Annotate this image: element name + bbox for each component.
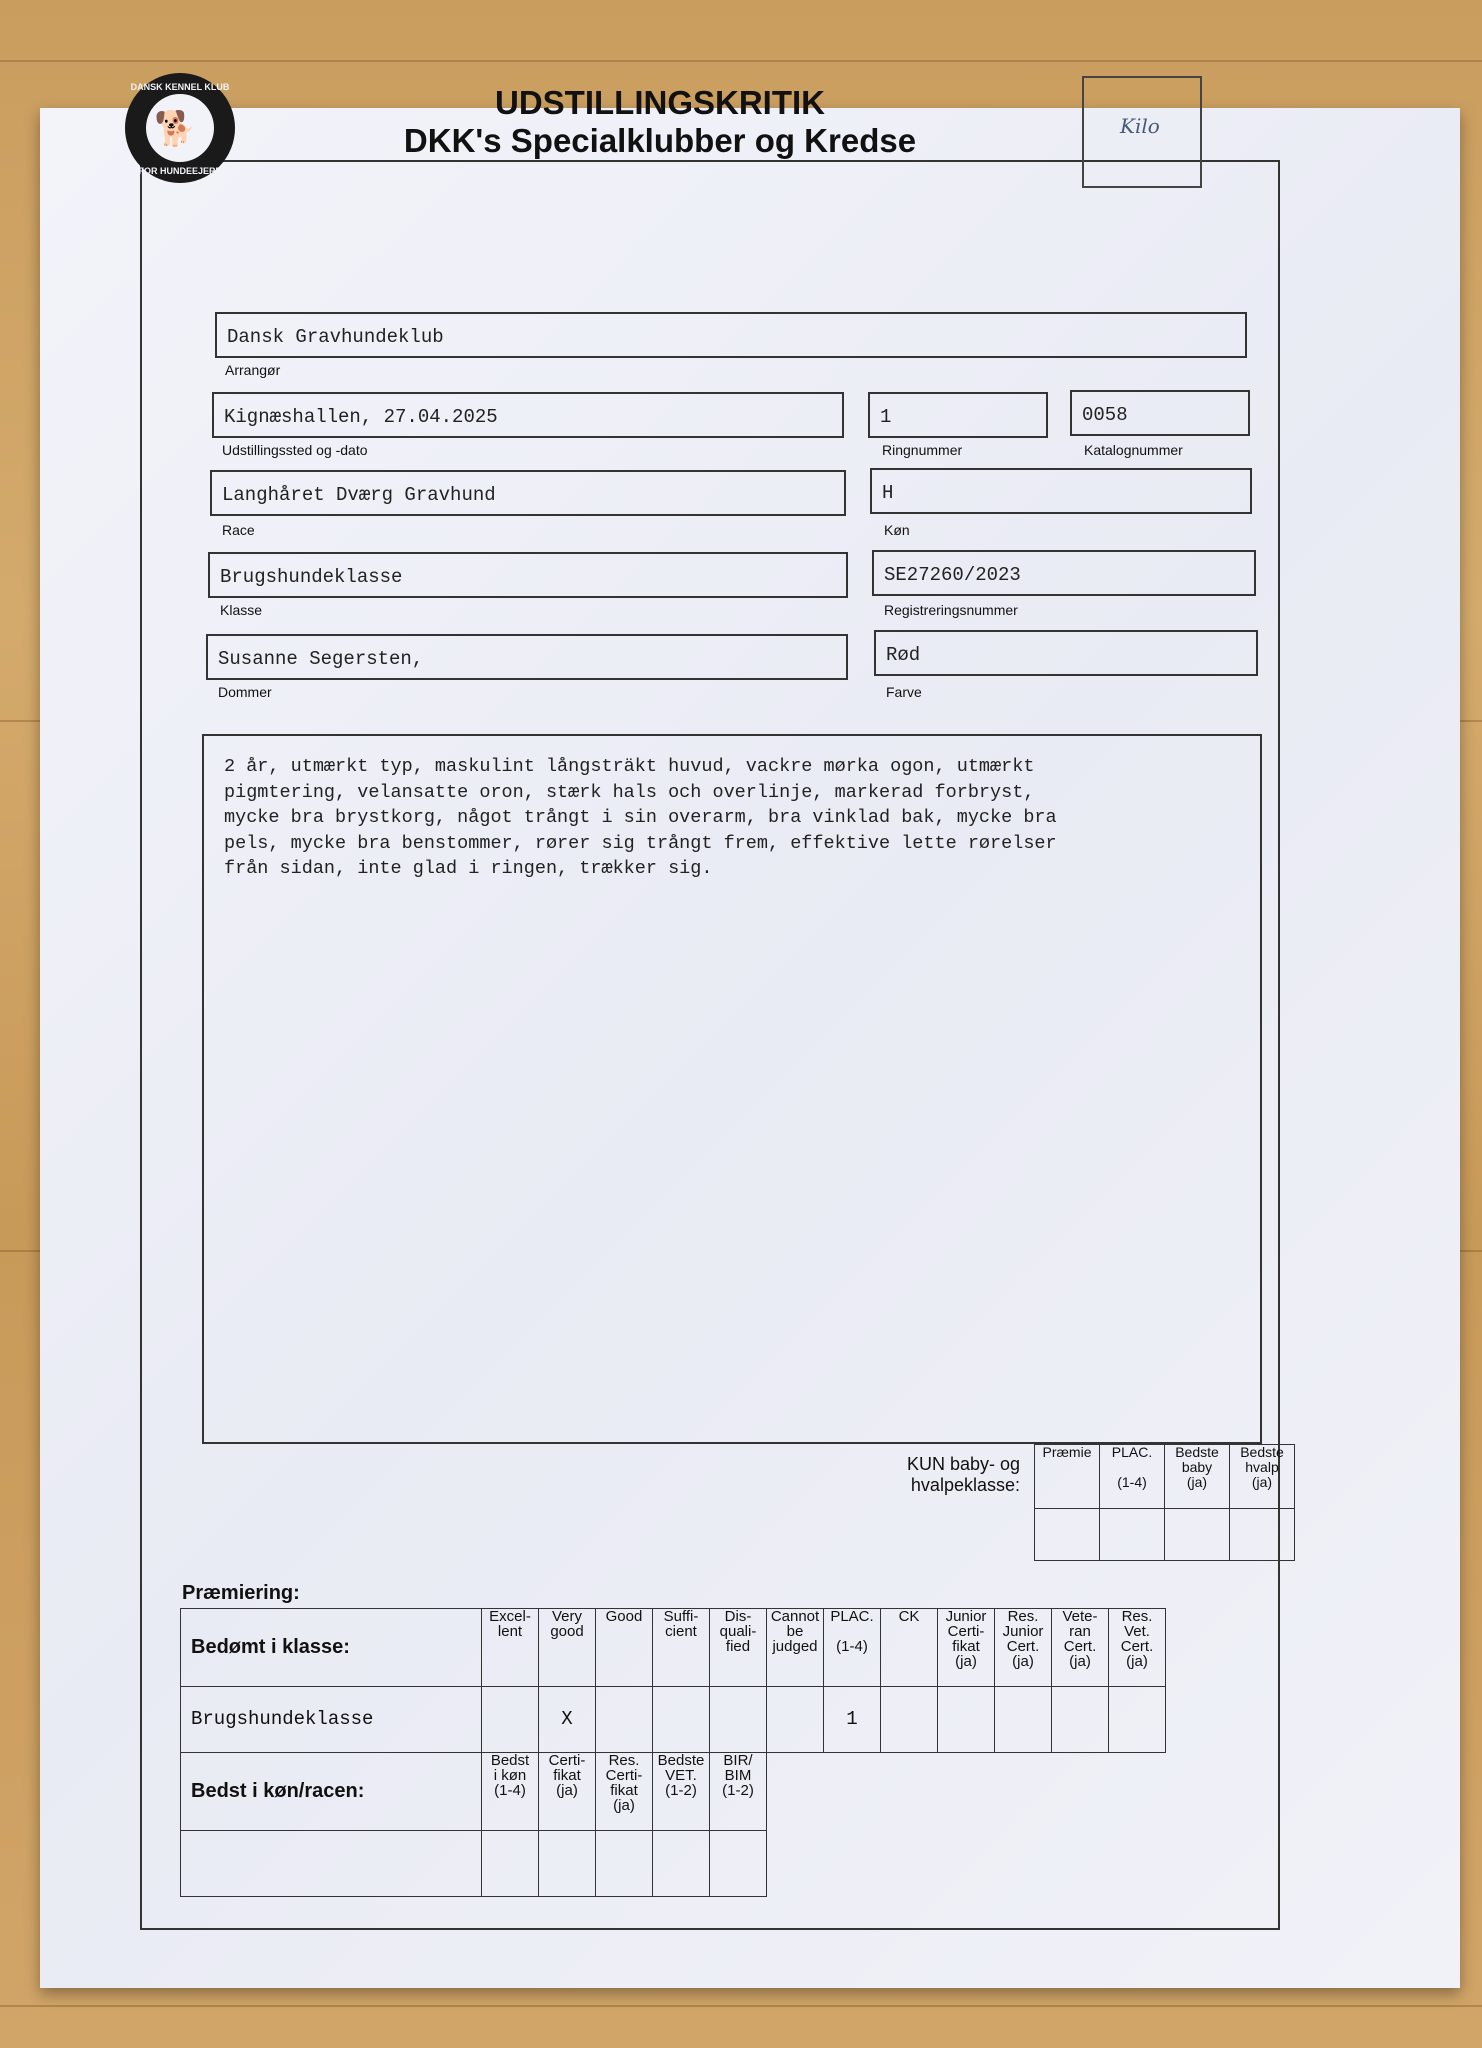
reg-field[interactable]: SE27260/2023 — [872, 550, 1256, 596]
katalog-field[interactable]: 0058 — [1070, 390, 1250, 436]
logo-text-bottom: FOR HUNDEEJERE — [138, 166, 222, 176]
katalog-label: Katalognummer — [1084, 442, 1183, 458]
bedst-row-label-cell[interactable] — [181, 1831, 482, 1897]
cell-bir-bim[interactable] — [710, 1831, 767, 1897]
baby-label-line2: hvalpeklasse: — [910, 1475, 1020, 1495]
col-bir-bim: BIR/ BIM (1-2) — [710, 1753, 767, 1831]
baby-cell[interactable] — [1100, 1509, 1165, 1561]
bedomt-label: Bedømt i klasse: — [181, 1609, 482, 1687]
cell-disqualified[interactable] — [710, 1687, 767, 1753]
reg-label: Registreringsnummer — [884, 602, 1018, 618]
race-field[interactable]: Langhåret Dværg Gravhund — [210, 470, 846, 516]
baby-col-bedste-baby: Bedste baby (ja) — [1165, 1445, 1230, 1509]
cell-excellent[interactable] — [482, 1687, 539, 1753]
cell-veteran-cert[interactable] — [1052, 1687, 1109, 1753]
baby-cell[interactable] — [1035, 1509, 1100, 1561]
praemiering-table — [180, 1608, 1166, 1897]
col-plac: PLAC. (1-4) — [824, 1609, 881, 1687]
col-res-vet-cert: Res. Vet. Cert. (ja) — [1109, 1609, 1166, 1687]
form-subtitle: DKK's Specialklubber og Kredse — [403, 122, 917, 159]
baby-cell[interactable] — [1230, 1509, 1295, 1561]
cell-sufficient[interactable] — [653, 1687, 710, 1753]
kon-label: Køn — [884, 522, 910, 538]
col-res-junior-cert: Res. Junior Cert. (ja) — [995, 1609, 1052, 1687]
col-veteran-cert: Vete- ran Cert. (ja) — [1052, 1609, 1109, 1687]
sted-field[interactable]: Kignæshallen, 27.04.2025 — [212, 392, 844, 438]
arrangor-field[interactable]: Dansk Gravhundeklub — [215, 312, 1247, 358]
form-title: UDSTILLINGSKRITIK — [495, 84, 825, 121]
cell-junior-cert[interactable] — [938, 1687, 995, 1753]
praemiering-title: Præmiering: — [182, 1582, 300, 1604]
col-excellent: Excel- lent — [482, 1609, 539, 1687]
farve-label: Farve — [886, 684, 922, 700]
col-certifikat: Certi- fikat (ja) — [539, 1753, 596, 1831]
arrangor-label: Arrangør — [225, 362, 281, 378]
kon-field[interactable]: H — [870, 468, 1252, 514]
baby-col-bedste-hvalp: Bedste hvalp (ja) — [1230, 1445, 1295, 1509]
class-value[interactable]: Brugshundeklasse — [181, 1687, 482, 1753]
col-cannot-be-judged: Cannot be judged — [767, 1609, 824, 1687]
race-label: Race — [222, 522, 255, 538]
critique-text[interactable]: 2 år, utmærkt typ, maskulint långsträkt huvud, vackre mørka ogon, utmærkt pigmtering, velansatte oron, stærk hals och overlinje, markerad forbryst, mycke bra brystkorg, något trångt i sin overarm, bra vinklad bak, mycke bra pels, mycke bra benstommer, rører sig trångt frem, effektive lette rørelser från sidan, inte glad i ringen, trækker sig. — [202, 734, 1262, 1444]
cell-certifikat[interactable] — [539, 1831, 596, 1897]
col-disqualified: Dis- quali- fied — [710, 1609, 767, 1687]
ring-field[interactable]: 1 — [868, 392, 1048, 438]
klasse-label: Klasse — [220, 602, 263, 618]
dkk-logo — [125, 73, 235, 183]
dommer-field[interactable]: Susanne Segersten, — [206, 634, 848, 680]
col-very-good: Very good — [539, 1609, 596, 1687]
dommer-label: Dommer — [218, 684, 272, 700]
baby-col-plac: PLAC. (1-4) — [1100, 1445, 1165, 1509]
sted-label: Udstillingssted og -dato — [222, 442, 368, 458]
ring-label: Ringnummer — [882, 442, 963, 458]
dog-icon: 🐕 — [154, 110, 197, 148]
cell-cannot-be-judged[interactable] — [767, 1687, 824, 1753]
col-bedst-i-kon: Bedst i køn (1-4) — [482, 1753, 539, 1831]
cell-res-certifikat[interactable] — [596, 1831, 653, 1897]
cell-good[interactable] — [596, 1687, 653, 1753]
farve-field[interactable]: Rød — [874, 630, 1258, 676]
cell-plac[interactable]: 1 — [824, 1687, 881, 1753]
col-sufficient: Suffi- cient — [653, 1609, 710, 1687]
cell-res-vet-cert[interactable] — [1109, 1687, 1166, 1753]
cell-bedste-vet[interactable] — [653, 1831, 710, 1897]
baby-col-praemie: Præmie — [1035, 1445, 1100, 1509]
baby-table — [1034, 1444, 1295, 1561]
bedst-label: Bedst i køn/racen: — [181, 1753, 482, 1831]
col-junior-cert: Junior Certi- fikat (ja) — [938, 1609, 995, 1687]
baby-class-label — [860, 1454, 1020, 1496]
baby-cell[interactable] — [1165, 1509, 1230, 1561]
cell-ck[interactable] — [881, 1687, 938, 1753]
stamp-box — [1082, 76, 1202, 188]
baby-label-line1: KUN baby- og — [906, 1454, 1020, 1474]
col-bedste-vet: Bedste VET. (1-2) — [653, 1753, 710, 1831]
logo-text-top: DANSK KENNEL KLUB — [130, 82, 230, 92]
col-ck: CK — [881, 1609, 938, 1687]
klasse-field[interactable]: Brugshundeklasse — [208, 552, 848, 598]
cell-bedst-i-kon[interactable] — [482, 1831, 539, 1897]
col-good: Good — [596, 1609, 653, 1687]
cell-very-good[interactable]: X — [539, 1687, 596, 1753]
cell-res-junior-cert[interactable] — [995, 1687, 1052, 1753]
handwritten-note: Kilo — [1120, 114, 1160, 138]
col-res-certifikat: Res. Certi- fikat (ja) — [596, 1753, 653, 1831]
